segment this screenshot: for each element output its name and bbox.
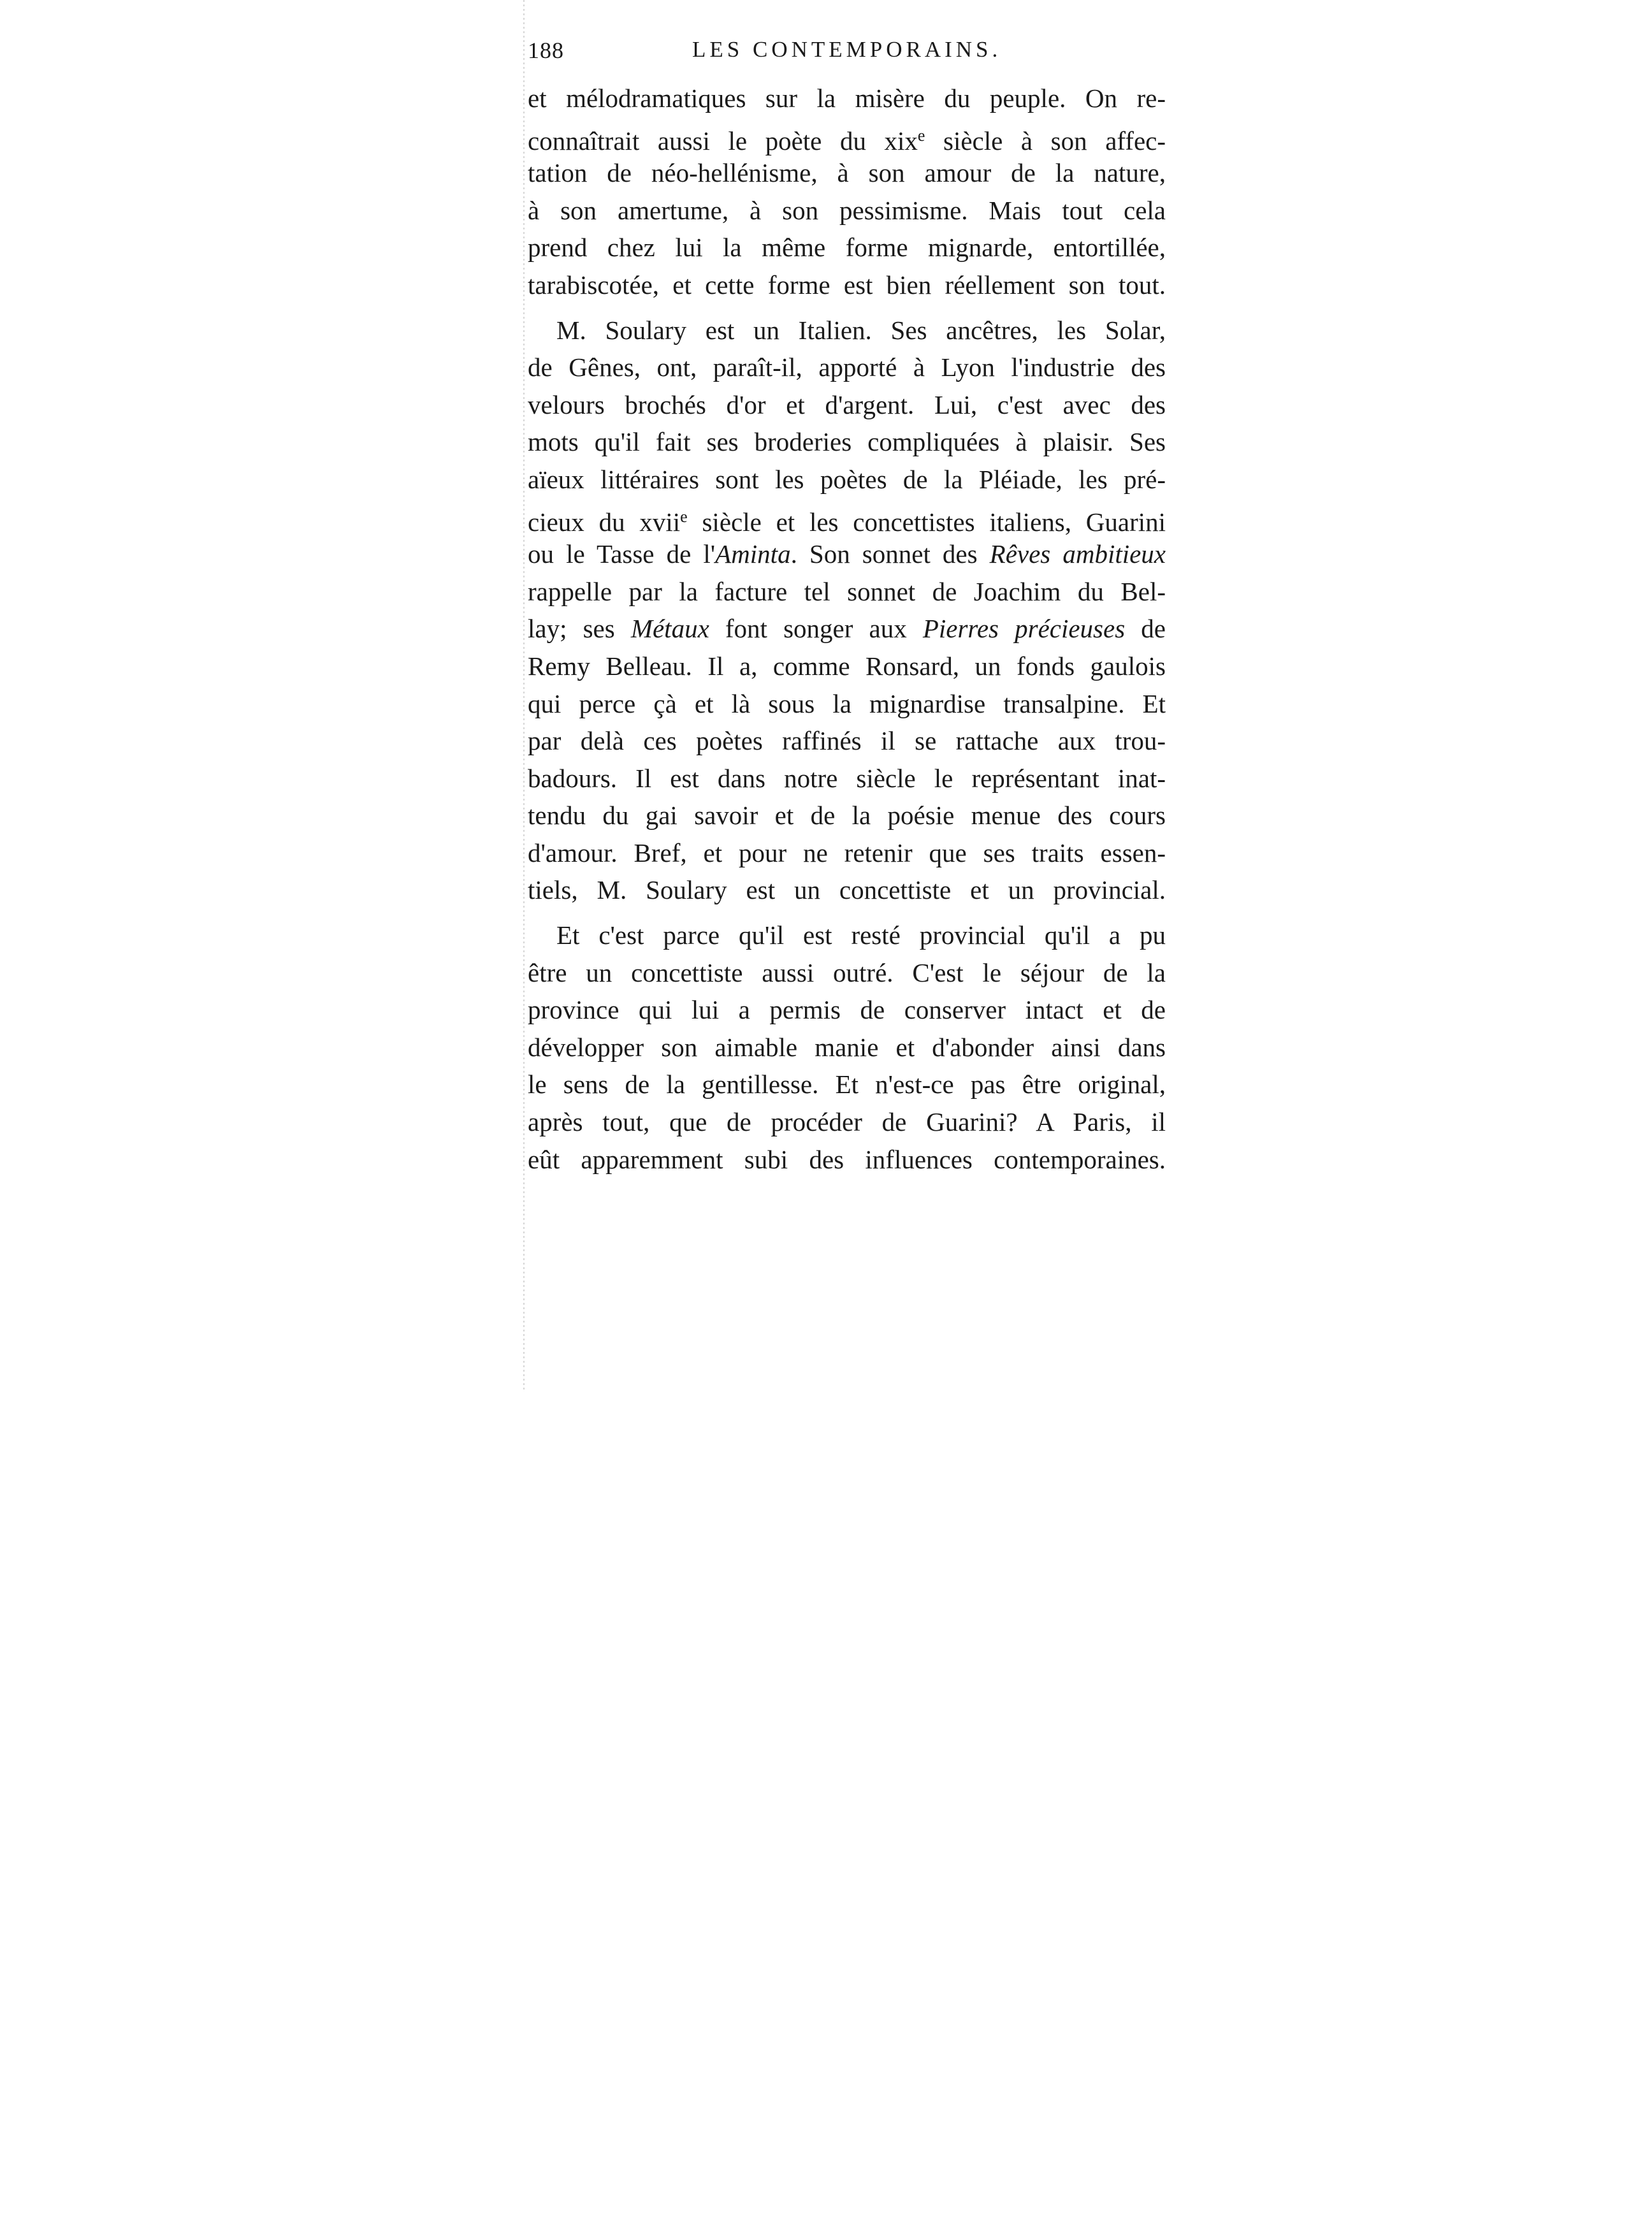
running-head <box>528 37 1166 70</box>
body-text <box>528 80 1166 1178</box>
text-line: eût apparemment subi des influences contemporaines. <box>528 1144 1166 1174</box>
text-line: mots qu'il fait ses broderies compliquées à plaisir. Ses <box>528 427 1166 457</box>
paragraph <box>528 917 1166 1178</box>
text-line: Remy Belleau. Il a, comme Ronsard, un fonds gaulois <box>528 651 1166 681</box>
paragraph-gap <box>528 304 1166 312</box>
text-line: tation de néo-hellénisme, à son amour de la nature, <box>528 158 1166 188</box>
text-line: et mélodramatiques sur la misère du peuple. On re- <box>528 83 1166 113</box>
italic-title: Rêves ambitieux <box>989 539 1166 569</box>
page-gutter-line <box>523 0 525 1390</box>
text-line: d'amour. Bref, et pour ne retenir que ses traits essen- <box>528 838 1166 868</box>
text-line: prend chez lui la même forme mignarde, entortillée, <box>528 233 1166 263</box>
text-line: aïeux littéraires sont les poètes de la Pléiade, les pré- <box>528 464 1166 494</box>
italic-title: Pierres précieuses <box>922 614 1126 644</box>
text-line: badours. Il est dans notre siècle le représentant inat- <box>528 763 1166 793</box>
text-line: par delà ces poètes raffinés il se rattache aux trou- <box>528 726 1166 756</box>
text-line: à son amertume, à son pessimisme. Mais tout cela <box>528 195 1166 225</box>
text-line: développer son aimable manie et d'abonder ainsi dans <box>528 1032 1166 1062</box>
text-line: province qui lui a permis de conserver intact et de <box>528 995 1166 1025</box>
text-line: rappelle par la facture tel sonnet de Joachim du Bel- <box>528 576 1166 606</box>
page-number: 188 <box>528 38 564 63</box>
paragraph <box>528 312 1166 910</box>
text-line: ou le Tasse de l'Aminta. Son sonnet des Rêves ambitieux <box>528 539 1166 569</box>
text-line: connaîtrait aussi le poète du xix$^e$ siècle à son affec- <box>528 126 1166 156</box>
text-line: tendu du gai savoir et de la poésie menue des cours <box>528 801 1166 831</box>
paragraph-gap <box>528 909 1166 917</box>
italic-title: Aminta <box>715 539 791 569</box>
text-line: après tout, que de procéder de Guarini? A Paris, il <box>528 1107 1166 1137</box>
text-line: de Gênes, ont, paraît-il, apporté à Lyon l'industrie des <box>528 352 1166 382</box>
text-line: être un concettiste aussi outré. C'est le séjour de la <box>528 957 1166 987</box>
text-line: tiels, M. Soulary est un concettiste et un provincial. <box>528 875 1166 905</box>
text-line: le sens de la gentillesse. Et n'est-ce pas être original, <box>528 1070 1166 1100</box>
text-line: cieux du xvii$^e$ siècle et les concettistes italiens, Guarini <box>528 507 1166 537</box>
running-title: LES CONTEMPORAINS. <box>692 37 1002 62</box>
text-line: tarabiscotée, et cette forme est bien réellement son tout. <box>528 270 1166 300</box>
text-line: Et c'est parce qu'il est resté provincial qu'il a pu <box>556 920 1166 950</box>
text-line: qui perce çà et là sous la mignardise transalpine. Et <box>528 688 1166 718</box>
text-line: lay; ses Métaux font songer aux Pierres précieuses de <box>528 614 1166 644</box>
text-line: M. Soulary est un Italien. Ses ancêtres, les Solar, <box>556 315 1166 345</box>
italic-title: Métaux <box>630 614 709 644</box>
text-line: velours brochés d'or et d'argent. Lui, c'est avec des <box>528 389 1166 419</box>
paragraph <box>528 80 1166 304</box>
